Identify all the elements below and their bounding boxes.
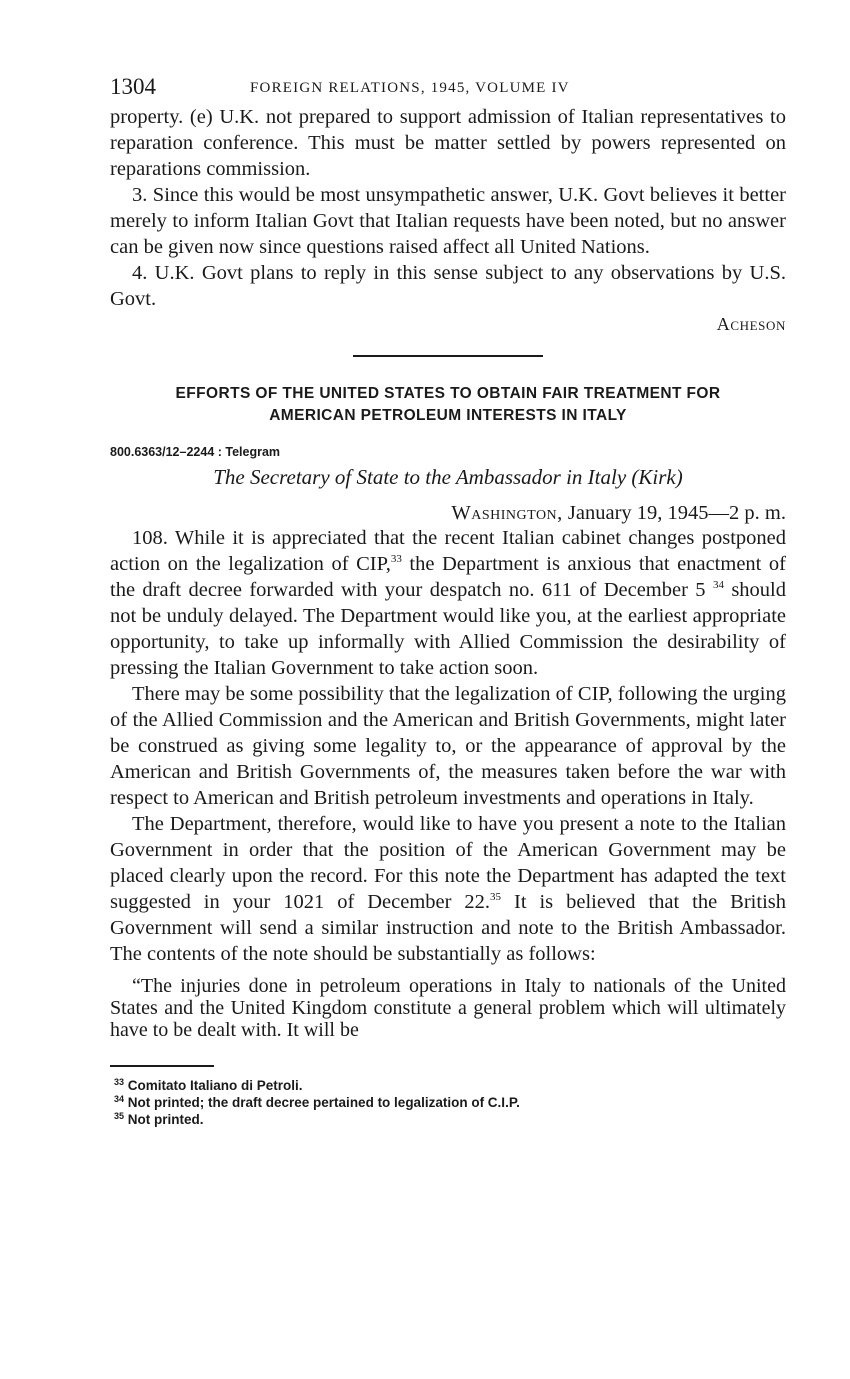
dateline <box>110 502 786 525</box>
page-number: 1304 <box>110 74 156 99</box>
section-heading-line-1: EFFORTS OF THE UNITED STATES TO OBTAIN FAIR TREATMENT FOR <box>175 385 721 402</box>
quoted-note: “The injuries done in petroleum operations in Italy to nationals of the United States and the United Kingdom constitute a general problem which will ultimately have to be dealt with. It will be <box>110 975 786 1041</box>
footnotes <box>110 1077 786 1128</box>
document-title-recipient: Kirk <box>638 465 676 489</box>
footnote-ref-33: 33 <box>390 553 402 565</box>
footnote-marker: 34 <box>114 1094 125 1104</box>
paragraph-3: 3. Since this would be most unsympathetic answer, U.K. Govt believes it better merely to inform Italian Govt that Italian requests have been noted, but no answer can be given now since questions raised affect all United Nations. <box>110 184 786 258</box>
signature-acheson: Acheson <box>716 314 786 334</box>
dateline-date: January 19, 1945—2 p. m. <box>562 502 786 524</box>
dateline-place: Washington, <box>451 502 563 524</box>
paragraph-4: 4. U.K. Govt plans to reply in this sense subject to any observations by U.S. Govt. <box>110 262 786 310</box>
section-divider <box>353 355 543 357</box>
telegram-p1-text-b: the Department is anxious that enactment of the draft decree forwarded with your despatch no. 611 of December 5 <box>110 553 786 601</box>
footnote-marker: 35 <box>114 1111 125 1121</box>
footnote-marker: 33 <box>114 1077 125 1087</box>
telegram-paragraph-3 <box>110 811 786 967</box>
document-title <box>110 465 786 490</box>
section-heading-line-2: AMERICAN PETROLEUM INTERESTS IN ITALY <box>269 407 627 424</box>
footnote-33 <box>114 1077 786 1094</box>
telegram-p3-text-a: The Department, therefore, would like to have you present a note to the Italian Government in order that the position of the American Government may be placed clearly upon the record. For this note the Department has adapted the text suggested in your 1021 of December 22. <box>110 813 786 913</box>
footnote-text: Not printed; the draft decree pertained to legalization of C.I.P. <box>127 1095 520 1110</box>
telegram-p1-text-a: 108. While it is appreciated that the recent Italian cabinet changes postponed action on the legalization of CIP, <box>110 527 786 575</box>
telegram-paragraph-2: There may be some possibility that the legalization of CIP, following the urging of the Allied Commission and the American and British Governments, might later be construed as giving some legality to, or the appearance of approval by the American and British Governments of, the measures taken before the war with respect to American and British petroleum investments and operations in Italy. <box>110 683 786 809</box>
footnote-text: Comitato Italiano di Petroli. <box>127 1078 303 1093</box>
footnote-ref-35: 35 <box>490 891 502 903</box>
footnote-text: Not printed. <box>127 1112 204 1127</box>
document-title-close: ) <box>675 465 683 489</box>
file-reference: 800.6363/12–2244 : Telegram <box>110 445 281 459</box>
document-page <box>110 72 786 1128</box>
footnote-35 <box>114 1111 786 1128</box>
document-title-text: The Secretary of State to the Ambassador in Italy ( <box>213 465 639 489</box>
continued-paragraph: property. (e) U.K. not prepared to support admission of Italian representatives to reparation conference. This must be matter settled by powers represented on reparations commission. <box>110 106 786 180</box>
telegram-paragraph-1 <box>110 525 786 681</box>
running-title: FOREIGN RELATIONS, 1945, VOLUME IV <box>250 80 570 96</box>
footnote-34 <box>114 1094 786 1111</box>
telegram-p3-text-b: It is believed that the British Government will send a similar instruction and note to the British Ambassador. The contents of the note should be substantially as follows: <box>110 891 786 965</box>
running-head <box>110 72 786 104</box>
telegram-p1-text-c: should not be unduly delayed. The Department would like you, at the earliest appropriate opportunity, to take up informally with Allied Commission the desirability of pressing the Italian Government to take action soon. <box>110 579 786 679</box>
section-heading <box>110 383 786 427</box>
footnote-divider <box>110 1065 214 1067</box>
footnote-ref-34: 34 <box>712 579 724 591</box>
